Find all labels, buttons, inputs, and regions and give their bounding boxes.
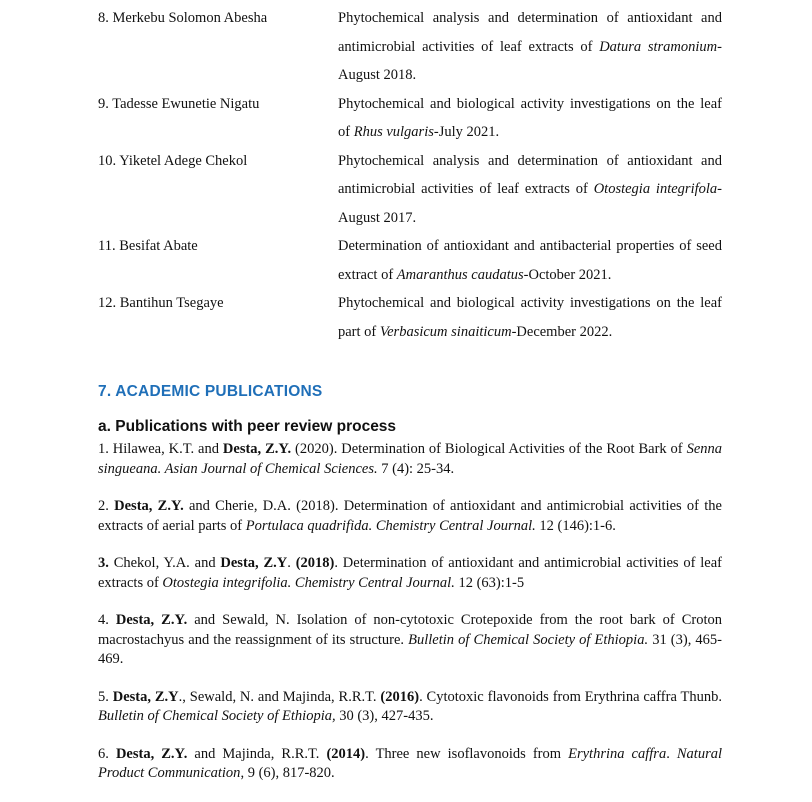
publication-entry: 4. Desta, Z.Y. and Sewald, N. Isolation of non-cytotoxic Crotepoxide from the root bark of Croton macrostachyus and the reassignment of its structure. Bulletin of Chemical Society of Ethiopia. 31 (3), 465-469. [98,612,723,667]
species-name: Erythrina caffra [568,745,667,762]
student-name: 11. Besifat Abate [98,238,198,254]
journal-title: Portulaca quadrifida. Chemistry Central Journal. [245,517,536,534]
supervision-table [98,4,724,346]
publication-entry: 3. Chekol, Y.A. and Desta, Z.Y. (2018). Determination of antioxidant and antimicrobial activities of leaf extracts of Otostegia integrifolia. Chemistry Central Journal. 12 (63):1-5 [98,555,722,591]
supervision-row [98,147,724,233]
entry-number: 3. [98,555,109,571]
supervision-row [98,289,724,346]
thesis-title: Determination of antioxidant and antibacterial properties of seed extract of Amaranthus caudatus-October 2021. [338,238,722,283]
supervision-row [98,232,724,289]
publication-entry: 6. Desta, Z.Y. and Majinda, R.R.T. (2014). Three new isoflavonoids from Erythrina caffra. Natural Product Communication, 9 (6), 817-820. [98,745,723,781]
supervision-row [98,90,724,147]
student-name: 12. Bantihun Tsegaye [98,295,224,311]
supervision-row [98,4,724,90]
species-name: Otostegia integrifola [593,181,718,197]
publication-entry: 2. Desta, Z.Y. and Cherie, D.A. (2018). Determination of antioxidant and antimicrobial activities of the extracts of aerial parts of Portulaca quadrifida. Chemistry Central Journal. 12 (146):1-6. [98,498,722,534]
species-name: Amaranthus caudatus [396,266,524,283]
thesis-title: Phytochemical analysis and determination of antioxidant and antimicrobial activities of leaf extracts of Otostegia integrifola-August 2017. [338,152,723,226]
author-name: Desta, Z.Y. [115,612,188,628]
species-name: Datura stramonium [599,38,718,55]
author-name: Desta, Z.Y. [114,498,184,514]
section-heading: 7. ACADEMIC PUBLICATIONS [98,383,323,400]
author-name: Desta, Z.Y. [222,441,292,457]
author-name: Desta, Z.Y [220,555,288,571]
journal-title: Senna singueana. Asian Journal of Chemical Sciences. [98,441,722,477]
thesis-title: Phytochemical analysis and determination of antioxidant and antimicrobial activities of leaf extracts of Datura stramonium-August 2018. [338,10,722,83]
publication-entry: 1. Hilawea, K.T. and Desta, Z.Y. (2020). Determination of Biological Activities of the Root Bark of Senna singueana. Asian Journal of Chemical Sciences. 7 (4): 25-34. [98,441,722,477]
student-name: 9. Tadesse Ewunetie Nigatu [98,95,260,112]
publications-list [98,440,722,802]
publication-year: (2014) [326,745,366,762]
species-name: Verbasicum sinaiticum [379,323,512,340]
publication-year: (2016) [380,688,420,705]
thesis-title: Phytochemical and biological activity investigations on the leaf part of Verbasicum sinaiticum-December 2022. [338,295,722,340]
author-name: Desta, Z.Y. [115,745,188,762]
journal-title: Otostegia integrifolia. Chemistry Central Journal. [162,574,455,591]
student-name: 8. Merkebu Solomon Abesha [98,10,268,26]
subsection-heading: a. Publications with peer review process [98,418,397,435]
journal-title: Natural Product Communication [98,745,723,781]
author-name: Desta, Z.Y [112,688,179,705]
student-name: 10. Yiketel Adege Chekol [98,152,248,169]
publication-entry: 5. Desta, Z.Y., Sewald, N. and Majinda, R.R.T. (2016). Cytotoxic flavonoids from Erythrina caffra Thunb. Bulletin of Chemical Society of Ethiopia, 30 (3), 427-435. [98,688,722,724]
journal-title: Bulletin of Chemical Society of Ethiopia, [98,708,336,724]
species-name: Rhus vulgaris [353,124,434,140]
publication-year: (2018) [295,555,335,571]
journal-title: Bulletin of Chemical Society of Ethiopia. [408,631,649,648]
thesis-title: Phytochemical and biological activity investigations on the leaf of Rhus vulgaris-July 2021. [338,95,722,140]
